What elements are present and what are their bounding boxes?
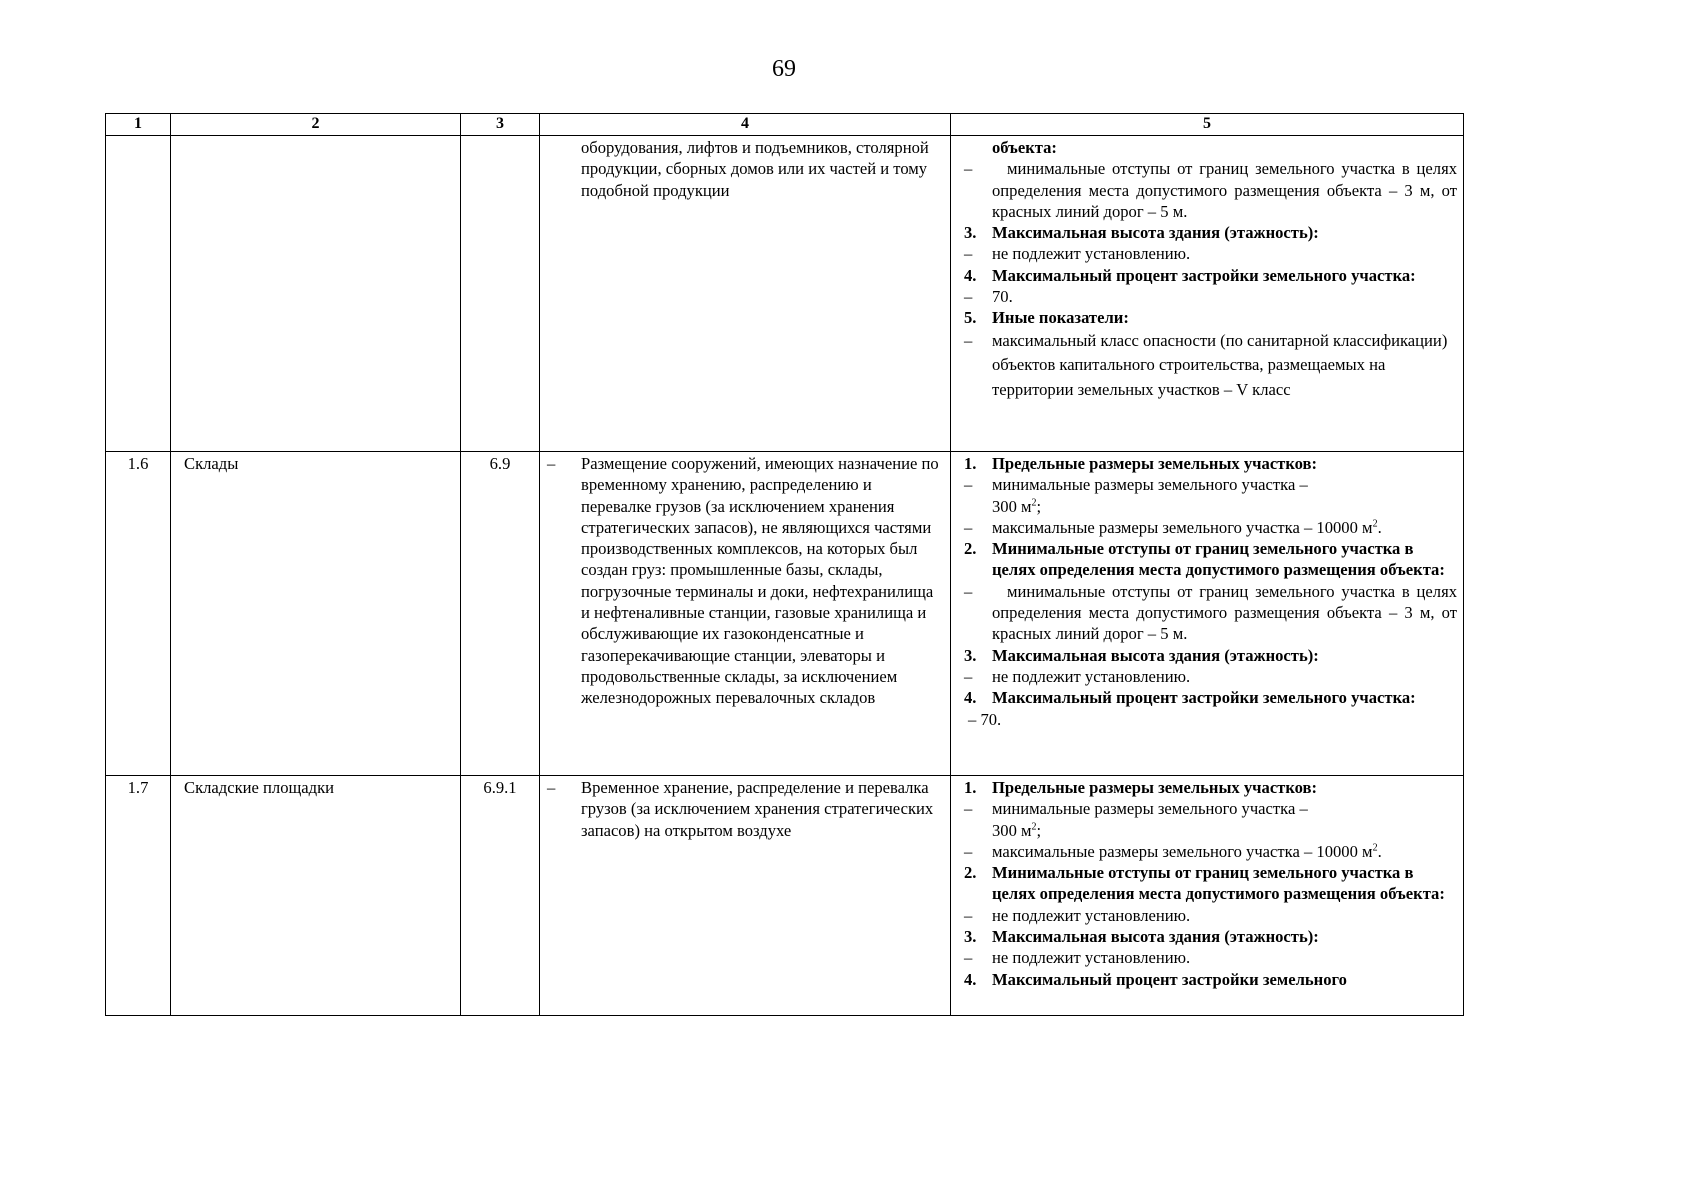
param-heading: Минимальные отступы от границ земельного участка в целях определения места допустимого размещения объекта: bbox=[992, 863, 1445, 904]
param-value: минимальные размеры земельного участка – 300 $м^2$; bbox=[992, 475, 1308, 516]
use-description bbox=[540, 776, 951, 1016]
column-header-3: 3 bbox=[461, 114, 540, 136]
param-dash: – bbox=[964, 517, 973, 537]
param-value: не подлежит установлению. bbox=[992, 905, 1191, 925]
param-number: 4. bbox=[964, 265, 977, 285]
param-heading: Иные показатели: bbox=[992, 308, 1129, 328]
param-dash: – bbox=[964, 159, 973, 179]
param-heading: объекта: bbox=[992, 138, 1057, 157]
param-number: 3. bbox=[964, 645, 977, 665]
param-number: 4. bbox=[964, 969, 977, 989]
param-value: максимальные размеры земельного участка – 10000 $м^2$. bbox=[992, 841, 1382, 861]
param-value: минимальные отступы от границ земельного участка в целях определения места допустимого размещения объекта – 3 м, от красных линий дорог – 5 м. bbox=[992, 581, 1457, 644]
description-dash: – bbox=[547, 778, 556, 797]
param-dash: – bbox=[964, 581, 973, 601]
use-parameters bbox=[951, 776, 1464, 1016]
param-dash: – bbox=[964, 244, 973, 264]
param-value: максимальные размеры земельного участка – 10000 $м^2$. bbox=[992, 517, 1382, 537]
description-dash: – bbox=[547, 454, 556, 473]
param-value: минимальные размеры земельного участка – 300 $м^2$; bbox=[992, 799, 1308, 840]
param-number: 3. bbox=[964, 927, 977, 947]
column-header-2: 2 bbox=[171, 114, 461, 136]
param-heading: Максимальный процент застройки земельного bbox=[992, 969, 1347, 989]
use-name bbox=[171, 136, 461, 452]
param-number: 2. bbox=[964, 863, 977, 883]
description-text: Размещение сооружений, имеющих назначение по временному хранению, распределению и перевалке грузов (за исключением хранения стратегических запасов), не являющихся частями производственных комплексов, на которых был создан груз: промышленные базы, склады, погрузочные терминалы и доки, нефтехранилища и нефтеналивные станции, газовые хранилища и обслуживающие их газоконденсатные и газоперекачивающие станции, элеваторы и продовольственные склады, за исключением железнодорожных перевалочных складов bbox=[581, 454, 939, 708]
param-dash: – bbox=[964, 841, 973, 861]
param-dash: – bbox=[964, 905, 973, 925]
param-heading: Предельные размеры земельных участков: bbox=[992, 454, 1318, 473]
param-heading: Максимальный процент застройки земельного участка: bbox=[992, 688, 1416, 708]
param-dash: – bbox=[964, 799, 973, 819]
param-value: не подлежит установлению. bbox=[992, 666, 1191, 686]
param-heading: Минимальные отступы от границ земельного участка в целях определения места допустимого размещения объекта: bbox=[992, 539, 1445, 580]
table-header-row bbox=[106, 114, 1464, 136]
row-number: 1.6 bbox=[106, 452, 171, 776]
column-header-1: 1 bbox=[106, 114, 171, 136]
use-description bbox=[540, 136, 951, 452]
table-row bbox=[106, 136, 1464, 452]
param-number: 4. bbox=[964, 688, 977, 708]
column-header-5: 5 bbox=[951, 114, 1464, 136]
param-heading: Максимальный процент застройки земельного участка: bbox=[992, 265, 1416, 285]
param-value: – 70. bbox=[968, 709, 1002, 729]
description-dash bbox=[547, 137, 581, 201]
param-heading: Максимальная высота здания (этажность): bbox=[992, 645, 1319, 665]
description-text: Временное хранение, распределение и перевалка грузов (за исключением хранения стратегических запасов) на открытом воздухе bbox=[581, 778, 934, 840]
use-description bbox=[540, 452, 951, 776]
use-code: 6.9 bbox=[461, 452, 540, 776]
use-name: Складские площадки bbox=[171, 776, 461, 1016]
use-code: 6.9.1 bbox=[461, 776, 540, 1016]
param-dash: – bbox=[964, 948, 973, 968]
param-number: 1. bbox=[964, 454, 977, 473]
description-text: оборудования, лифтов и подъемников, столярной продукции, сборных домов или их частей и тому подобной продукции bbox=[581, 138, 929, 200]
table-row bbox=[106, 776, 1464, 1016]
param-dash: – bbox=[964, 330, 973, 350]
use-parameters bbox=[951, 136, 1464, 452]
param-number: 1. bbox=[964, 778, 977, 797]
param-value: 70. bbox=[992, 287, 1013, 307]
table-row bbox=[106, 452, 1464, 776]
param-value: минимальные отступы от границ земельного участка в целях определения места допустимого размещения объекта – 3 м, от красных линий дорог – 5 м. bbox=[992, 159, 1457, 221]
param-dash: – bbox=[964, 475, 973, 495]
param-number: 3. bbox=[964, 223, 977, 243]
param-value: не подлежит установлению. bbox=[992, 244, 1191, 264]
use-name: Склады bbox=[171, 452, 461, 776]
use-code bbox=[461, 136, 540, 452]
row-number bbox=[106, 136, 171, 452]
column-header-4: 4 bbox=[540, 114, 951, 136]
use-parameters bbox=[951, 452, 1464, 776]
row-number: 1.7 bbox=[106, 776, 171, 1016]
param-value: максимальный класс опасности (по санитарной классификации) объектов капитального строительства, размещаемых на территории земельных участков – V класс bbox=[992, 330, 1448, 399]
param-dash: – bbox=[964, 666, 973, 686]
param-number: 2. bbox=[964, 539, 977, 559]
param-value: не подлежит установлению. bbox=[992, 948, 1191, 968]
param-number: 5. bbox=[964, 308, 977, 328]
page-number: 69 bbox=[772, 56, 796, 82]
param-dash: – bbox=[964, 287, 973, 307]
param-heading: Максимальная высота здания (этажность): bbox=[992, 223, 1319, 243]
land-use-table bbox=[105, 113, 1464, 1016]
param-heading: Максимальная высота здания (этажность): bbox=[992, 927, 1319, 947]
param-heading: Предельные размеры земельных участков: bbox=[992, 778, 1318, 797]
